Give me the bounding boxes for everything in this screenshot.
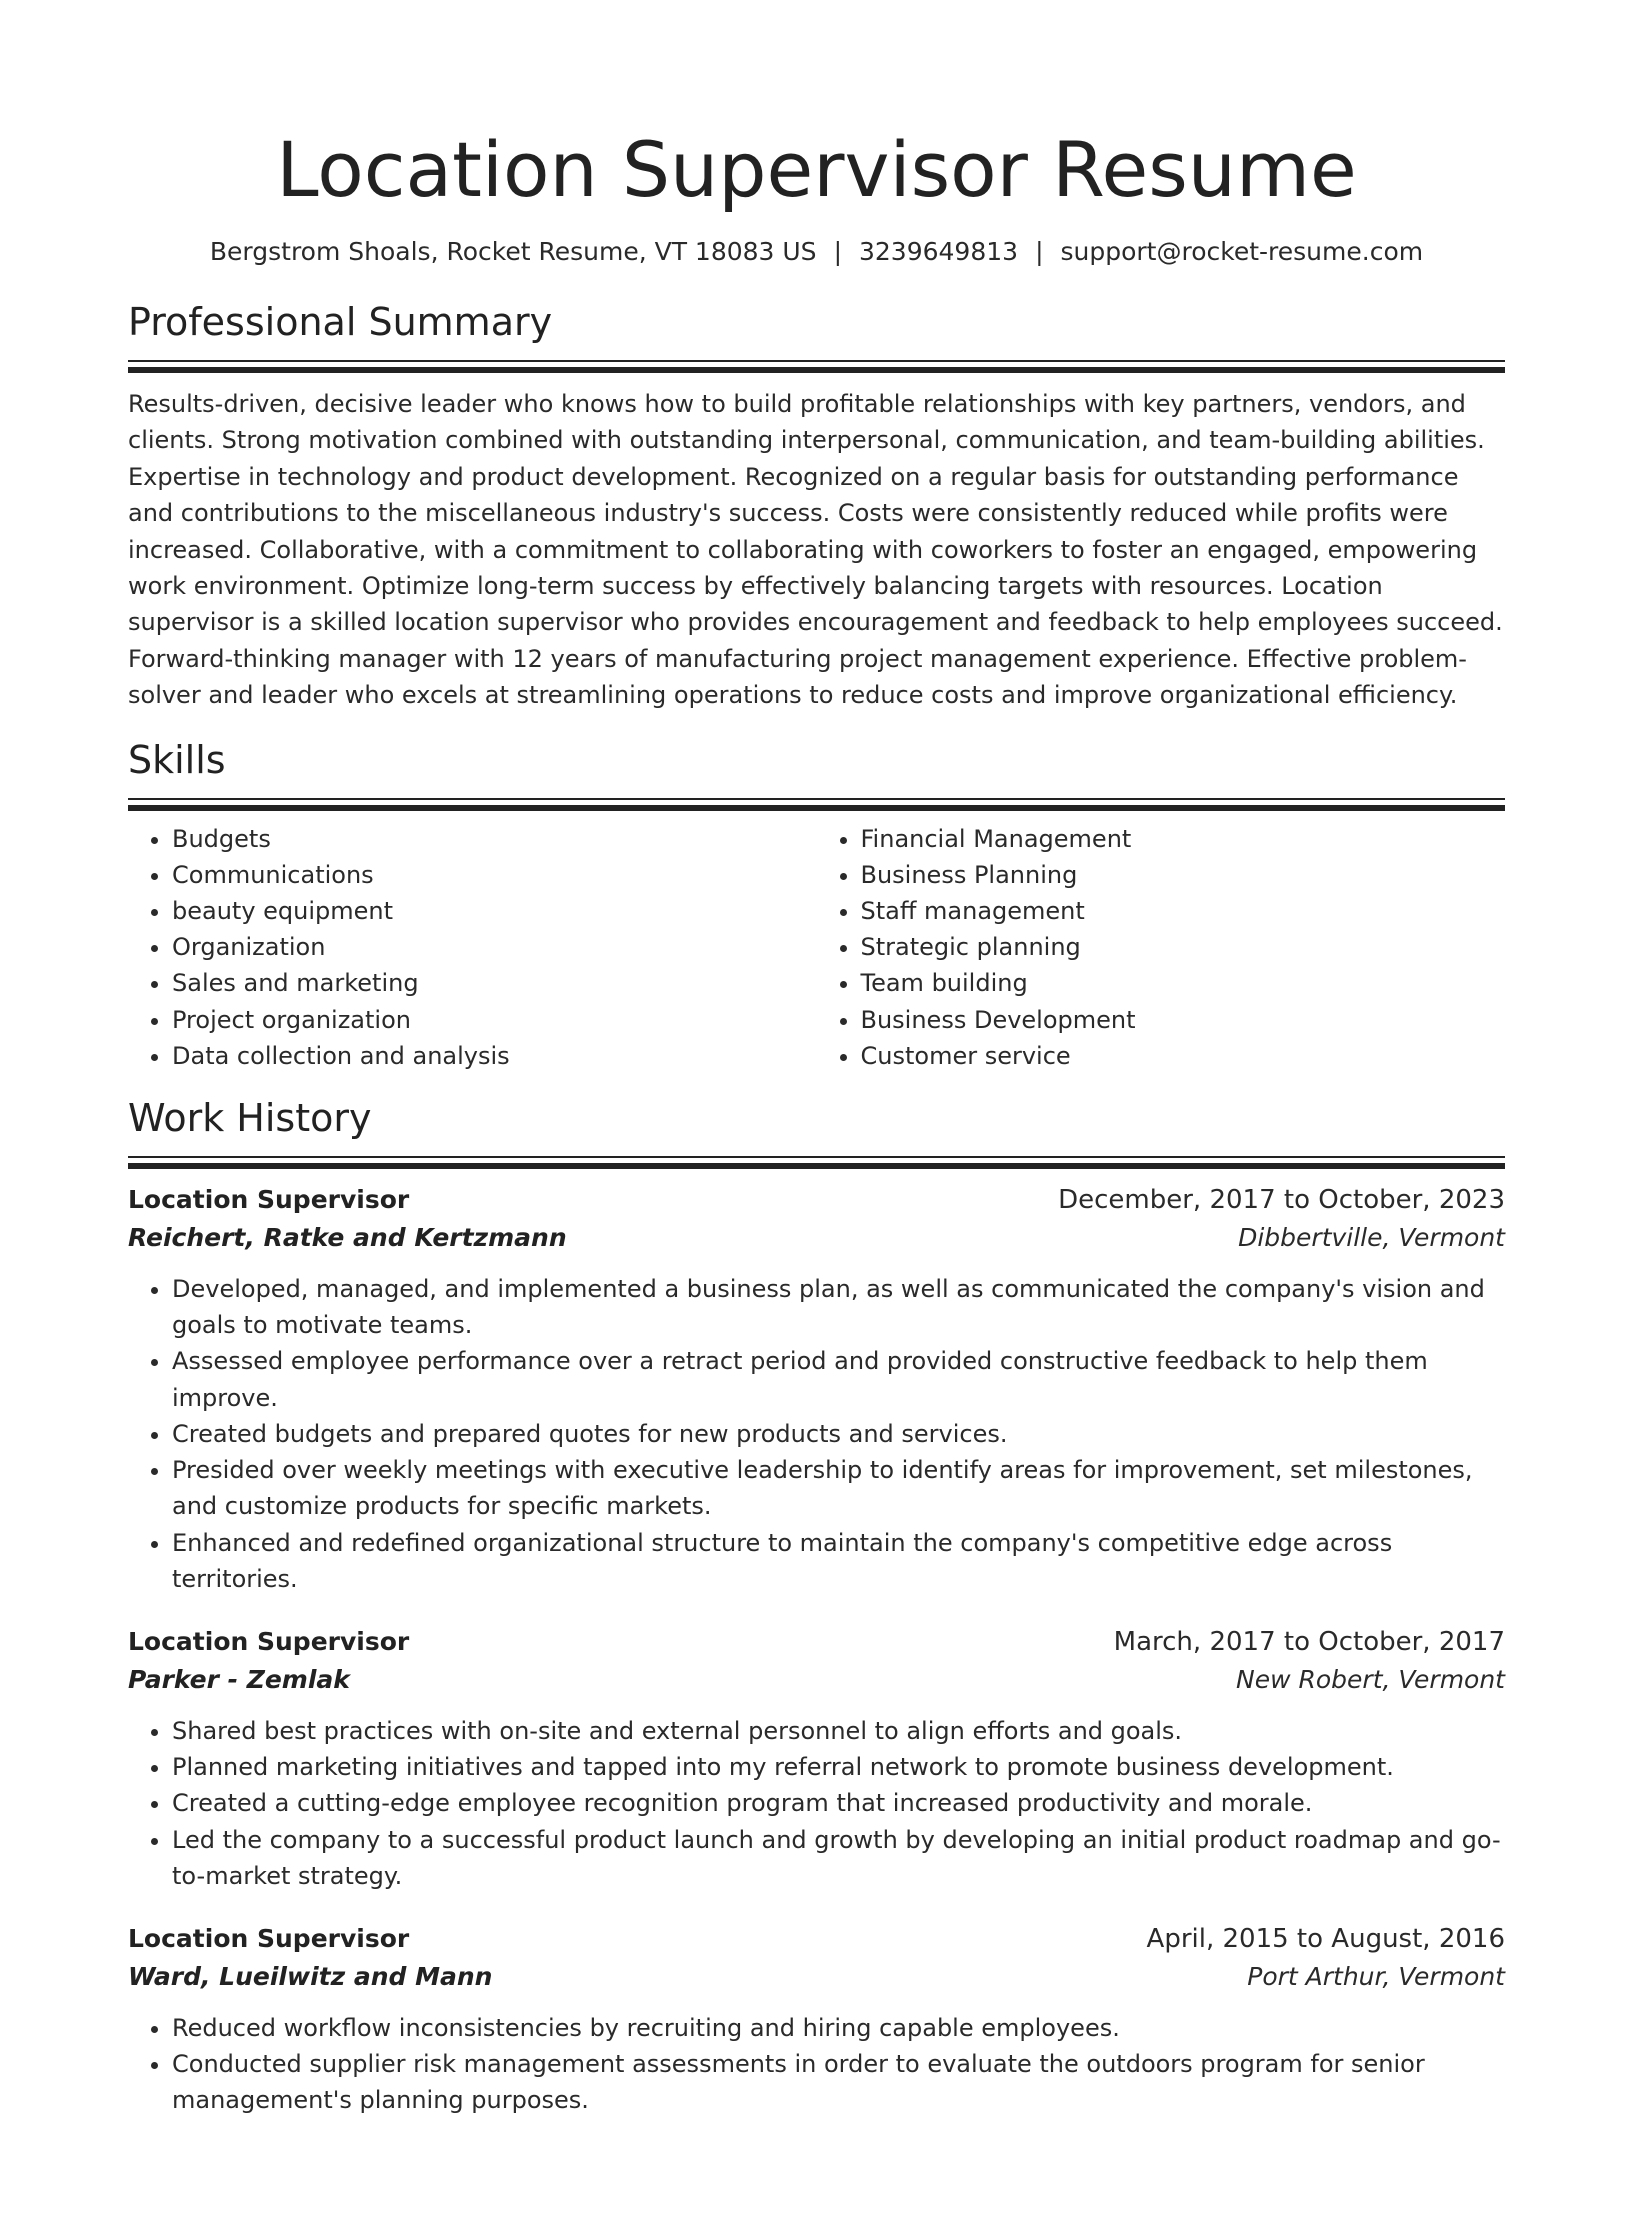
contact-phone: 3239649813: [859, 237, 1019, 266]
job-entry: [128, 1181, 1505, 1597]
contact-separator: |: [833, 237, 842, 266]
job-location: Port Arthur, Vermont: [1247, 1961, 1505, 1991]
job-bullets: [128, 1271, 1505, 1597]
job-bullet: • Created budgets and prepared quotes for new products and services.: [172, 1416, 1505, 1452]
work-history-section: [128, 1094, 1505, 2118]
job-dates: March, 2017 to October, 2017: [1113, 1626, 1505, 1657]
job-subheader-row: [128, 1661, 1505, 1699]
job-company: Parker - Zemlak: [128, 1664, 350, 1694]
contact-separator: |: [1035, 237, 1044, 266]
job-bullet: • Planned marketing initiatives and tapped into my referral network to promote business development.: [172, 1749, 1505, 1785]
job-bullet: • Assessed employee performance over a retract period and provided constructive feedback to help them improve.: [172, 1343, 1505, 1415]
job-header-row: [128, 1181, 1505, 1219]
job-dates: April, 2015 to August, 2016: [1146, 1923, 1505, 1954]
job-header-row: [128, 1920, 1505, 1958]
skill-item: • Customer service: [861, 1038, 1506, 1074]
skill-item: • Business Development: [861, 1002, 1506, 1038]
contact-address: Bergstrom Shoals, Rocket Resume, VT 18083 US: [209, 237, 817, 266]
job-location: New Robert, Vermont: [1236, 1664, 1505, 1694]
skill-item: • Business Planning: [861, 857, 1506, 893]
section-heading-work-history: Work History: [128, 1096, 372, 1141]
jobs-list: [128, 1181, 1505, 2118]
job-company: Reichert, Ratke and Kertzmann: [128, 1223, 567, 1253]
resume-page: [0, 124, 1632, 2236]
skills-column-right: [817, 821, 1506, 1074]
job-title: Location Supervisor: [128, 1923, 410, 1953]
job-bullet: • Presided over weekly meetings with executive leadership to identify areas for improvement, set milestones, and customize products for specific markets.: [172, 1452, 1505, 1524]
skill-item: • Team building: [861, 965, 1506, 1001]
skill-item: • Sales and marketing: [172, 965, 817, 1001]
job-location: Dibbertville, Vermont: [1238, 1223, 1505, 1253]
skill-item: • Financial Management: [861, 821, 1506, 857]
job-title: Location Supervisor: [128, 1626, 410, 1656]
summary-paragraph: Results-driven, decisive leader who knows how to build profitable relationships with key partners, vendors, and clients. Strong motivation combined with outstanding interpersonal, communication, and team-building abilities. Expertise in technology and product development. Recognized on a regular basis for outstanding performance and contributions to the miscellaneous industry's success. Costs were consistently reduced while profits were increased. Collaborative, with a commitment to collaborating with coworkers to foster an engaged, empowering work environment. Optimize long-term success by effectively balancing targets with resources. Location supervisor is a skilled location supervisor who provides encouragement and feedback to help employees succeed. Forward-thinking manager with 12 years of manufacturing project management experience. Effective problem-solver and leader who excels at streamlining operations to reduce costs and improve organizational efficiency.: [128, 390, 1503, 710]
skills-column-left: [128, 821, 817, 1074]
skills-section: [128, 736, 1505, 1074]
skill-item: • Budgets: [172, 821, 817, 857]
skill-item: • Project organization: [172, 1002, 817, 1038]
job-bullet: • Shared best practices with on-site and external personnel to align efforts and goals.: [172, 1713, 1505, 1749]
skills-list: [128, 821, 1505, 1074]
section-heading-summary: Professional Summary: [128, 300, 553, 344]
skill-item: • Staff management: [861, 893, 1506, 929]
section-divider: [128, 360, 1505, 371]
page-title: Location Supervisor Resume: [276, 125, 1357, 214]
job-entry: [128, 1920, 1505, 2119]
skill-item: • Strategic planning: [861, 929, 1506, 965]
section-divider: [128, 1156, 1505, 1167]
job-subheader-row: [128, 1958, 1505, 1996]
skill-item: • Organization: [172, 929, 817, 965]
professional-summary-section: [128, 298, 1505, 714]
job-title: Location Supervisor: [128, 1185, 410, 1215]
job-company: Ward, Lueilwitz and Mann: [128, 1961, 493, 1991]
skill-item: • Data collection and analysis: [172, 1038, 817, 1074]
job-bullet: • Conducted supplier risk management assessments in order to evaluate the outdoors program for senior management's planning purposes.: [172, 2046, 1505, 2118]
job-bullets: [128, 1713, 1505, 1894]
contact-email: support@rocket-resume.com: [1060, 237, 1424, 266]
skill-item: • Communications: [172, 857, 817, 893]
job-bullets: [128, 2010, 1505, 2119]
job-header-row: [128, 1623, 1505, 1661]
job-bullet: • Led the company to a successful product launch and growth by developing an initial product roadmap and go-to-market strategy.: [172, 1822, 1505, 1894]
job-bullet: • Reduced workflow inconsistencies by recruiting and hiring capable employees.: [172, 2010, 1505, 2046]
job-dates: December, 2017 to October, 2023: [1058, 1185, 1505, 1216]
skill-item: • beauty equipment: [172, 893, 817, 929]
job-bullet: • Enhanced and redefined organizational structure to maintain the company's competitive edge across territories.: [172, 1525, 1505, 1597]
job-bullet: • Developed, managed, and implemented a business plan, as well as communicated the company's vision and goals to motivate teams.: [172, 1271, 1505, 1343]
section-divider: [128, 798, 1505, 809]
job-entry: [128, 1623, 1505, 1894]
job-subheader-row: [128, 1219, 1505, 1257]
job-bullet: • Created a cutting-edge employee recognition program that increased productivity and morale.: [172, 1785, 1505, 1821]
contact-line: [128, 236, 1505, 268]
section-heading-skills: Skills: [128, 737, 226, 782]
